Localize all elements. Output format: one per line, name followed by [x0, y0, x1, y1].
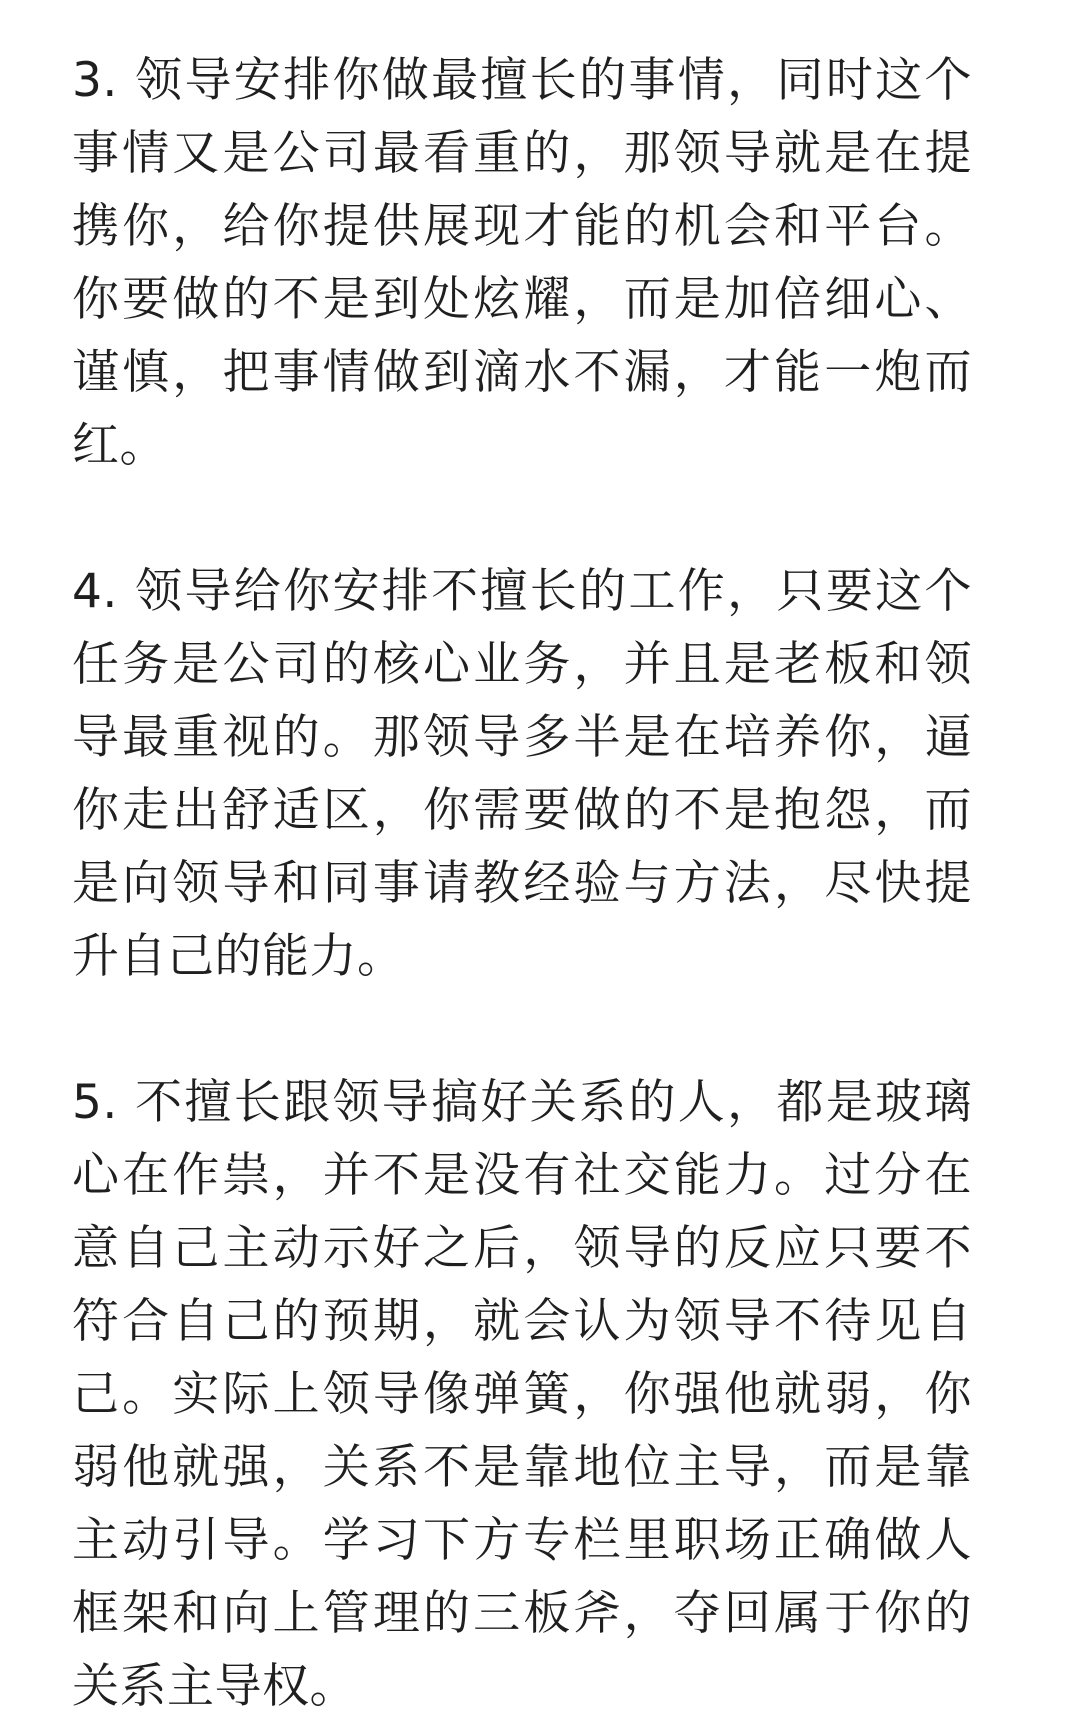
paragraph-4: 4. 领导给你安排不擅长的工作，只要这个任务是公司的核心业务，并且是老板和领导最重视的。那领导多半是在培养你，逼你走出舒适区，你需要做的不是抱怨，而是向领导和同事请教经验与方法，尽快提升自己的能力。: [72, 564, 972, 984]
paragraph-5: 5. 不擅长跟领导搞好关系的人，都是玻璃心在作祟，并不是没有社交能力。过分在意自己主动示好之后，领导的反应只要不符合自己的预期，就会认为领导不待见自己。实际上领导像弹簧，你强他就弱，你弱他就强，关系不是靠地位主导，而是靠主动引导。学习下方专栏里职场正确做人框架和向上管理的三板斧，夺回属于你的关系主导权。: [72, 1075, 972, 1714]
paragraph-3: 3. 领导安排你做最擅长的事情，同时这个事情又是公司最看重的，那领导就是在提携你，给你提供展现才能的机会和平台。你要做的不是到处炫耀，而是加倍细心、谨慎，把事情做到滴水不漏，才能一炮而红。: [72, 53, 972, 473]
article-body: [72, 44, 972, 1723]
